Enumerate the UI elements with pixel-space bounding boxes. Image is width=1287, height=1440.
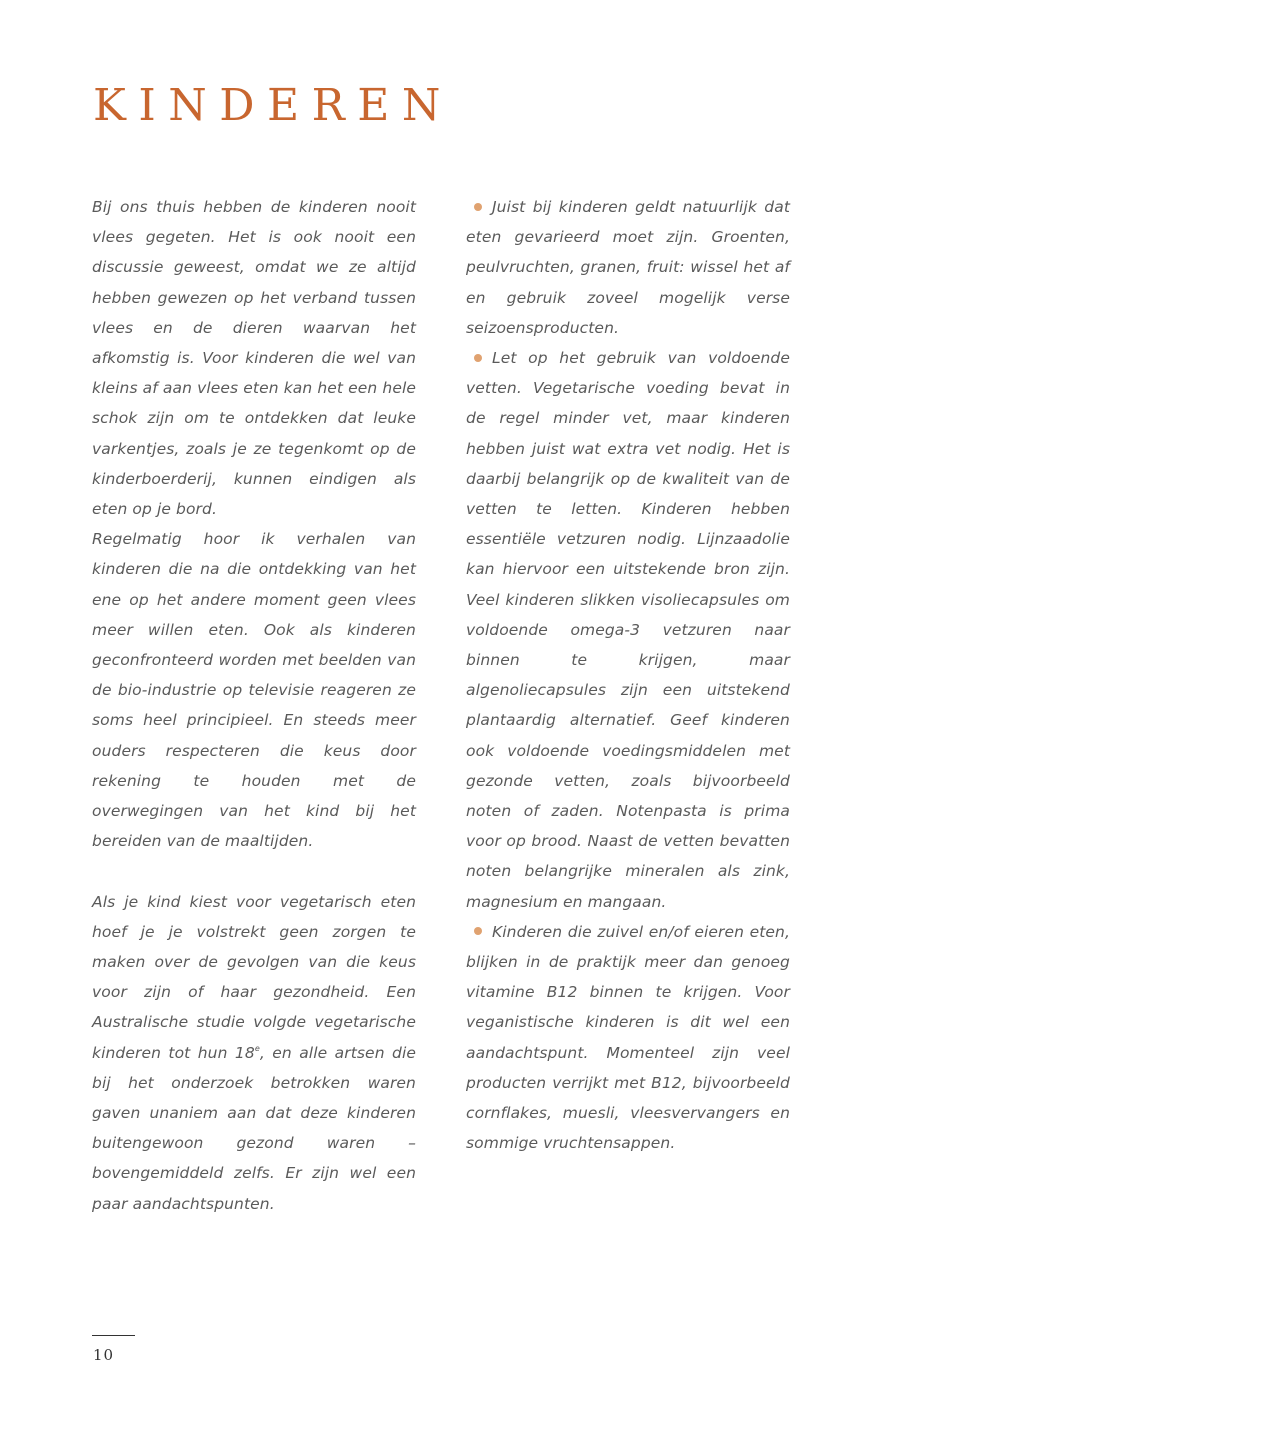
list-item-text: Let op het gebruik van voldoende vetten. Vegetarische voeding bevat in de regel minder vet, maar kinderen hebben juist wat extra vet nodig. Het is daarbij belangrijk op de kwaliteit van de vetten te letten. Kinderen hebben essentiële vetzuren nodig. Lijnzaadolie kan hiervoor een uitstekende bron zijn. Veel kinderen slikken visoliecapsules om voldoende omega-3 vetzuren naar binnen te krijgen, maar algenoliecapsules zijn een uitstekend plantaardig alternatief. Geef kinderen ook voldoende voedingsmiddelen met gezonde vetten, zoals bijvoorbeeld noten of zaden. Notenpasta is prima voor op brood. Naast de vetten bevatten noten belangrijke mineralen als zink, magnesium en mangaan.	[466, 349, 790, 911]
list-item-text: Kinderen die zuivel en/of eieren eten, blijken in de praktijk meer dan genoeg vitamine B12 binnen te krijgen. Voor veganistische kinderen is dit wel een aandachtspunt. Momenteel zijn veel producten verrijkt met B12, bijvoorbeeld cornflakes, muesli, vleesvervangers en sommige vruchtensappen.	[466, 922, 790, 1153]
paragraph-text: Als je kind kiest voor vegetarisch eten hoef je je volstrekt geen zorgen te maken over de gevolgen van die keus voor zijn of haar gezondheid. Een Australische studie volgde vegetarische kinderen tot hun 18	[92, 892, 416, 1062]
bullet-dot-icon	[474, 354, 482, 362]
list-item	[466, 917, 790, 1159]
paragraph: Regelmatig hoor ik verhalen van kinderen die na die ontdekking van het ene op het andere moment geen vlees meer willen eten. Ook als kinderen geconfronteerd worden met beelden van de bio-industrie op televisie reageren ze soms heel principieel. En steeds meer ouders respecteren die keus door rekening te houden met de overwegingen van het kind bij het bereiden van de maaltijden.	[92, 530, 416, 851]
page-number: 10	[93, 1346, 115, 1364]
paragraph: Bij ons thuis hebben de kinderen nooit vlees gegeten. Het is ook nooit een discussie geweest, omdat we ze altijd hebben gewezen op het verband tussen vlees en de dieren waarvan het afkomstig is. Voor kinderen die wel van kleins af aan vlees eten kan het een hele schok zijn om te ontdekken dat leuke varkentjes, zoals je ze tegenkomt op de kinderboerderij, kunnen eindigen als eten op je bord.	[92, 198, 416, 519]
page-title: KINDEREN	[93, 80, 453, 131]
bullet-dot-icon	[474, 203, 482, 211]
list-item	[466, 343, 790, 917]
list-item-text: Juist bij kinderen geldt natuurlijk dat eten gevarieerd moet zijn. Groenten, peulvruchten, granen, fruit: wissel het af en gebruik zoveel mogelijk verse seizoensproducten.	[466, 198, 790, 337]
list-item	[466, 192, 790, 343]
bullet-dot-icon	[474, 927, 482, 935]
left-column	[92, 192, 416, 1219]
paragraph-text: , en alle artsen die bij het onderzoek betrokken waren gaven unaniem aan dat deze kinderen buitengewoon gezond waren – bovengemiddeld zelfs. Er zijn wel een paar aandachtspunten.	[92, 1043, 416, 1213]
footer-rule	[92, 1335, 135, 1336]
right-column	[466, 192, 790, 1159]
paragraph	[92, 887, 416, 1219]
superscript: e	[254, 1043, 260, 1053]
